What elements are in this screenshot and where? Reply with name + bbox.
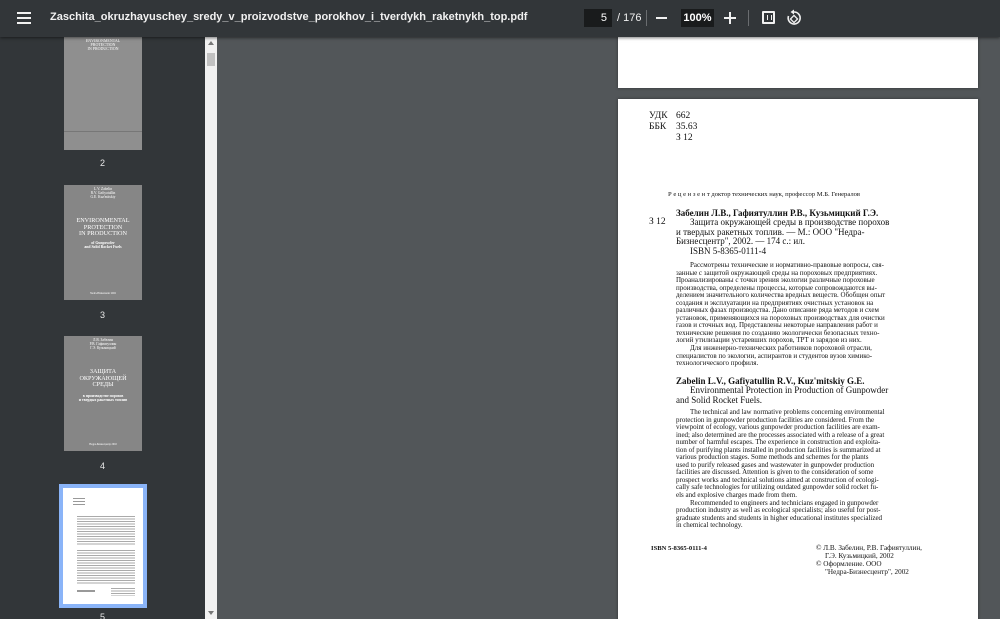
bbk-value: 35.63 <box>676 122 698 132</box>
catalog-code: З 12 <box>676 133 693 143</box>
en-title-line: Environmental Protection in Production of Gunpowder <box>690 385 889 395</box>
thumb-subtitle: of Gunpowder <box>91 241 115 245</box>
page-thumbnail-3[interactable] <box>64 185 142 300</box>
toolbar-divider <box>748 10 749 26</box>
copyright-line: © Оформление. ООО <box>816 559 882 568</box>
page-thumbnail-2[interactable]: ENVIRONMENTAL PROTECTION IN PRODUCTION <box>64 37 142 150</box>
thumb-title: IN PRODUCTION <box>79 230 127 237</box>
menu-icon[interactable] <box>14 8 36 28</box>
en-abstract-line: protection in gunpowder production facilities are considered. From the <box>676 415 875 424</box>
udk-label: УДК <box>649 111 668 121</box>
scroll-up-arrow-icon[interactable] <box>208 41 214 45</box>
thumbnail-number: 2 <box>99 158 105 168</box>
thumb-title: ENVIRONMENTAL <box>76 217 130 224</box>
en-abstract-line: tion of purifying plants installed in production facilities is summarized at <box>676 445 881 454</box>
copyright-block <box>816 545 922 577</box>
rotate-icon[interactable] <box>786 9 802 26</box>
en-abstract-line: facilities are discussed. Attention is given to the consideration of some <box>676 468 874 477</box>
en-title-line: and Solid Rocket Fuels. <box>676 394 762 405</box>
ru-authors: Забелин Л.В., Гафиятуллин Р.В., Кузьмицкий Г.Э. <box>676 208 879 218</box>
thumb-publisher: Nedra-Biznestsentr 2002 <box>90 292 116 295</box>
en-abstract-line: graduate students and students in higher educational institutes specialized <box>676 513 883 522</box>
thumb-author: Л.В. Забелин <box>93 338 113 342</box>
page-thumbnail-4[interactable] <box>64 336 142 451</box>
ru-abstract-line: логий утилизации устаревших порохов, ТРТ и зарядов из них. <box>676 336 862 345</box>
scroll-down-arrow-icon[interactable] <box>208 611 214 615</box>
zoom-in-icon[interactable] <box>724 12 736 24</box>
page-number-input[interactable]: 5 <box>584 9 612 27</box>
en-abstract-line: els and explosive charges made from them. <box>676 491 797 500</box>
thumb-author: Г.Э. Кузьмицкий <box>90 345 116 350</box>
ru-abstract-line: технические решения по созданию экологически безопасных техно- <box>676 328 880 337</box>
thumb-author: L.V. Zabelin <box>94 187 112 191</box>
page-total: / 176 <box>617 12 642 24</box>
zoom-level-input[interactable]: 100% <box>681 9 714 27</box>
ru-title-line: Бизнесцентр", 2002. — 174 с.: ил. <box>676 236 805 247</box>
ru-abstract-line: Рассмотрены технические и нормативно-правовые вопросы, свя- <box>690 261 884 269</box>
thumb-title: СРЕДЫ <box>92 381 114 388</box>
ru-abstract <box>676 262 948 368</box>
copyright-line: © Л.В. Забелин, Р.В. Гафиятуллин, <box>816 544 922 552</box>
bbk-label: ББК <box>649 122 667 132</box>
page-thumbnail-5-selected[interactable] <box>59 484 147 608</box>
en-abstract-line: in chemical technology. <box>676 521 743 530</box>
en-abstract-line: production industry as well as ecological specialists; also useful for post- <box>676 506 881 515</box>
thumb-author: R.V. Gafiyatullin <box>90 190 116 195</box>
document-title: Zaschita_okruzhayuschey_sredy_v_proizvodstve_porokhov_i_tverdykh_raketnykh_top.pdf <box>50 11 528 23</box>
ru-title-block <box>676 218 948 257</box>
ru-title-line: ISBN 5-8365-0111-4 <box>690 246 767 257</box>
ru-abstract-line: специалистов по экологии, аспирантов и студентов вузов химико- <box>676 351 873 360</box>
thumbnail-number: 4 <box>99 461 105 471</box>
copyright-line: Г.Э. Кузьмицкий, 2002 <box>825 551 894 560</box>
thumb-publisher: Недра-Бизнесцентр 2002 <box>89 443 117 446</box>
en-abstract-line: Recommended to engineers and technicians engaged in gunpowder <box>690 498 879 507</box>
en-authors: Zabelin L.V., Gafiyatullin R.V., Kuz'mitskiy G.E. <box>676 376 865 386</box>
scrollbar-thumb[interactable] <box>207 53 215 66</box>
reviewer-line: Р е ц е н з е н т доктор технических наук, профессор М.Б. Генералов <box>668 191 861 198</box>
en-abstract-line: The technical and law normative problems concerning environmental <box>690 408 885 416</box>
thumbnail-sidebar <box>0 37 205 619</box>
en-abstract-line: viewpoint of ecology, various gunpowder production facilities are exam- <box>676 423 880 432</box>
ru-title-line: Защита окружающей среды в производстве порохов <box>690 217 890 227</box>
thumb-subtitle: and Solid Rocket Fuels <box>84 244 122 249</box>
en-abstract-line: cally safe technologies for utilizing outdated gunpowder solid rocket fu- <box>676 483 879 492</box>
thumb-title: PROTECTION <box>83 223 123 231</box>
ru-abstract-line: делением значительного количества вредных веществ. Обобщен опыт <box>676 291 886 300</box>
thumb-title: ОКРУЖАЮЩЕЙ <box>79 374 127 382</box>
sidebar-scrollbar[interactable] <box>205 37 217 619</box>
en-abstract-line: used to purify released gases and wastewater in gunpowder production <box>676 460 875 469</box>
pdf-toolbar <box>0 0 1000 37</box>
pdf-page-4 <box>618 37 978 88</box>
en-abstract <box>676 409 948 530</box>
thumb-author: G.E. Kuz'mitskiy <box>90 194 116 199</box>
en-abstract-line: various production stages. Some methods and schemes for the plants <box>676 453 869 462</box>
ru-abstract-line: производства, определены процессы, которые сопровождаются вы- <box>676 283 877 292</box>
zoom-out-icon[interactable] <box>656 17 667 19</box>
thumb-subtitle: и твердых ракетных топлив <box>78 397 128 402</box>
en-abstract-line: prospect works and technical solutions aimed at construction of ecologi- <box>676 475 879 484</box>
en-abstract-line: number of harmful escapes. The experience in construction and exploita- <box>676 438 881 447</box>
ru-abstract-line: газов и сточных вод. Представлены некоторые направления работ и <box>676 321 878 330</box>
ru-abstract-line: Проанализированы с точки зрения экологии различные пороховые <box>676 276 875 285</box>
copyright-line: "Недра-Бизнесцентр", 2002 <box>825 567 909 576</box>
en-title-block <box>676 386 948 405</box>
thumb-author: Р.В. Гафиятуллин <box>89 341 117 346</box>
thumbnail-number: 3 <box>99 310 105 320</box>
isbn: ISBN 5-8365-0111-4 <box>651 545 707 552</box>
side-code: З 12 <box>649 217 666 227</box>
ru-abstract-line: создания и эксплуатации на предприятиях очистных установок на <box>676 298 874 307</box>
thumb-subtitle: в производстве порохов <box>82 394 124 398</box>
thumb-title: ЗАЩИТА <box>89 368 117 375</box>
udk-value: 662 <box>676 111 691 121</box>
en-abstract-line: ined; also determined are the processes associated with a release of a great <box>676 430 885 439</box>
ru-abstract-line: Для инженерно-технических работников пороховой отрасли, <box>690 344 872 353</box>
thumbnail-number: 5 <box>99 612 105 619</box>
pdf-page-5 <box>618 99 978 619</box>
ru-abstract-line: установок, применяющихся на пороховых производствах для очистки <box>676 313 885 322</box>
ru-abstract-line: технологического профиля. <box>676 359 759 368</box>
thumb-page-preview <box>63 488 143 604</box>
ru-title-line: и твердых ракетных топлив. — М.: ООО "Недра- <box>676 226 865 237</box>
fit-to-page-icon[interactable] <box>762 11 775 24</box>
toolbar-divider <box>646 10 647 26</box>
ru-abstract-line: занные с защитой окружающей среды на пороховых предприятиях. <box>676 268 878 277</box>
ru-abstract-line: различных фазах производства. Дано описание ряда методов и схем <box>676 306 879 315</box>
